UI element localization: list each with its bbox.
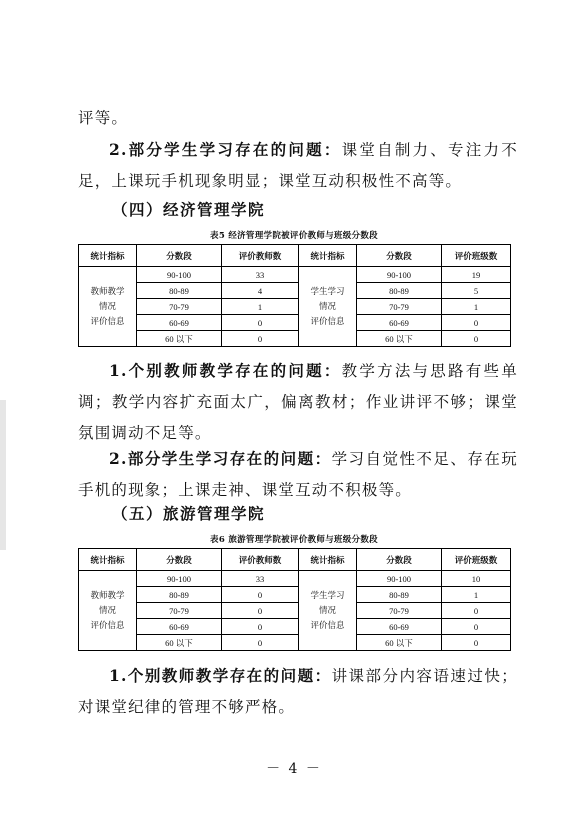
teacher-count-cell: 0	[222, 603, 299, 619]
score-range-cell: 60 以下	[137, 635, 222, 651]
teacher-count-cell: 0	[222, 635, 299, 651]
student-indicator-cell	[299, 267, 357, 347]
section-heading-economics: （四）经济管理学院	[112, 200, 266, 219]
indicator-line: 情况	[318, 301, 336, 311]
score-range-cell: 70-79	[137, 603, 222, 619]
teacher-count-cell: 4	[222, 283, 299, 299]
table5-caption: 表5 经济管理学院被评价教师与班级分数段	[210, 231, 378, 241]
table-header-cell: 分数段	[137, 245, 222, 267]
student-indicator-cell	[299, 571, 357, 651]
table-header-row	[79, 245, 511, 267]
paragraph-text: 讲课部分内容语速过快；对课堂纪律的管理不够严格。	[78, 667, 519, 716]
indicator-line: 情况	[318, 605, 336, 615]
table-row	[79, 635, 511, 651]
score-range-cell: 60 以下	[137, 331, 222, 347]
indicator-line: 教师教学	[90, 590, 125, 600]
indicator-line: 评价信息	[310, 620, 345, 630]
table-row	[79, 571, 511, 587]
table-header-row	[79, 549, 511, 571]
teacher-count-cell: 33	[222, 267, 299, 283]
teacher-count-cell: 0	[222, 331, 299, 347]
table-row	[79, 267, 511, 283]
score-range-cell: 60-69	[357, 315, 442, 331]
table-row	[79, 283, 511, 299]
class-count-cell: 0	[442, 331, 511, 347]
paragraph-student-issues-1	[78, 134, 518, 197]
paragraph-student-issues-economics	[78, 443, 518, 506]
class-count-cell: 19	[442, 267, 511, 283]
table6	[78, 548, 511, 651]
table-row	[79, 587, 511, 603]
paragraph-text: 教学方法与思路有些单调；教学内容扩充面太广，偏离教材；作业讲评不够；课堂氛围调动不足等。	[78, 362, 518, 442]
table-header-cell: 评价教师数	[222, 549, 299, 571]
score-range-cell: 90-100	[357, 571, 442, 587]
class-count-cell: 10	[442, 571, 511, 587]
table-row	[79, 603, 511, 619]
score-range-cell: 80-89	[137, 587, 222, 603]
page-number: － 4 －	[266, 761, 322, 777]
paragraph-heading: 2.部分学生学习存在的问题：	[109, 449, 332, 468]
score-range-cell: 90-100	[137, 571, 222, 587]
score-range-cell: 70-79	[137, 299, 222, 315]
indicator-line: 学生学习	[310, 286, 345, 296]
table-header-cell: 统计指标	[299, 245, 357, 267]
class-count-cell: 0	[442, 635, 511, 651]
indicator-line: 学生学习	[310, 590, 345, 600]
teacher-count-cell: 33	[222, 571, 299, 587]
class-count-cell: 5	[442, 283, 511, 299]
table-header-cell: 分数段	[357, 245, 442, 267]
teacher-indicator-cell	[79, 267, 137, 347]
table-header-cell: 评价班级数	[442, 549, 511, 571]
class-count-cell: 0	[442, 619, 511, 635]
score-range-cell: 60 以下	[357, 331, 442, 347]
score-range-cell: 90-100	[137, 267, 222, 283]
score-range-cell: 60-69	[137, 619, 222, 635]
score-range-cell: 90-100	[357, 267, 442, 283]
teacher-count-cell: 1	[222, 299, 299, 315]
table-header-cell: 评价教师数	[222, 245, 299, 267]
paragraph-teacher-issues-tourism	[78, 660, 518, 723]
page-edge-mark	[0, 400, 6, 550]
score-range-cell: 80-89	[137, 283, 222, 299]
table-header-cell: 评价班级数	[442, 245, 511, 267]
indicator-line: 评价信息	[90, 316, 125, 326]
teacher-count-cell: 0	[222, 619, 299, 635]
score-range-cell: 80-89	[357, 587, 442, 603]
paragraph-text: 课堂自制力、专注力不足，上课玩手机现象明显；课堂互动积极性不高等。	[78, 141, 518, 190]
score-range-cell: 70-79	[357, 299, 442, 315]
teacher-count-cell: 0	[222, 587, 299, 603]
table-row	[79, 619, 511, 635]
table-header-cell: 统计指标	[79, 245, 137, 267]
score-range-cell: 60 以下	[357, 635, 442, 651]
table-header-cell: 统计指标	[299, 549, 357, 571]
indicator-line: 情况	[98, 605, 116, 615]
score-range-cell: 60-69	[357, 619, 442, 635]
paragraph-text: 学习自觉性不足、存在玩手机的现象；上课走神、课堂互动不积极等。	[78, 450, 519, 499]
score-range-cell: 70-79	[357, 603, 442, 619]
table6-caption: 表6 旅游管理学院被评价教师与班级分数段	[210, 535, 378, 545]
table5	[78, 244, 511, 347]
indicator-line: 评价信息	[310, 316, 345, 326]
class-count-cell: 0	[442, 603, 511, 619]
table-header-cell: 分数段	[137, 549, 222, 571]
teacher-count-cell: 0	[222, 315, 299, 331]
table-row	[79, 331, 511, 347]
score-range-cell: 60-69	[137, 315, 222, 331]
table-header-cell: 分数段	[357, 549, 442, 571]
class-count-cell: 1	[442, 587, 511, 603]
indicator-line: 教师教学	[90, 286, 125, 296]
paragraph-heading: 1.个别教师教学存在的问题：	[109, 666, 332, 685]
indicator-line: 情况	[98, 301, 116, 311]
indicator-line: 评价信息	[90, 620, 125, 630]
paragraph-heading: 1.个别教师教学存在的问题：	[109, 361, 342, 380]
table-row	[79, 299, 511, 315]
score-range-cell: 80-89	[357, 283, 442, 299]
paragraph-heading: 2.部分学生学习存在的问题：	[109, 140, 342, 159]
table-header-cell: 统计指标	[79, 549, 137, 571]
section-heading-tourism: （五）旅游管理学院	[112, 504, 266, 523]
paragraph-text: 评等。	[78, 109, 129, 127]
paragraph-teacher-issues-economics	[78, 355, 518, 449]
table-row	[79, 315, 511, 331]
class-count-cell: 1	[442, 299, 511, 315]
paragraph-continuation	[78, 103, 518, 134]
class-count-cell: 0	[442, 315, 511, 331]
teacher-indicator-cell	[79, 571, 137, 651]
